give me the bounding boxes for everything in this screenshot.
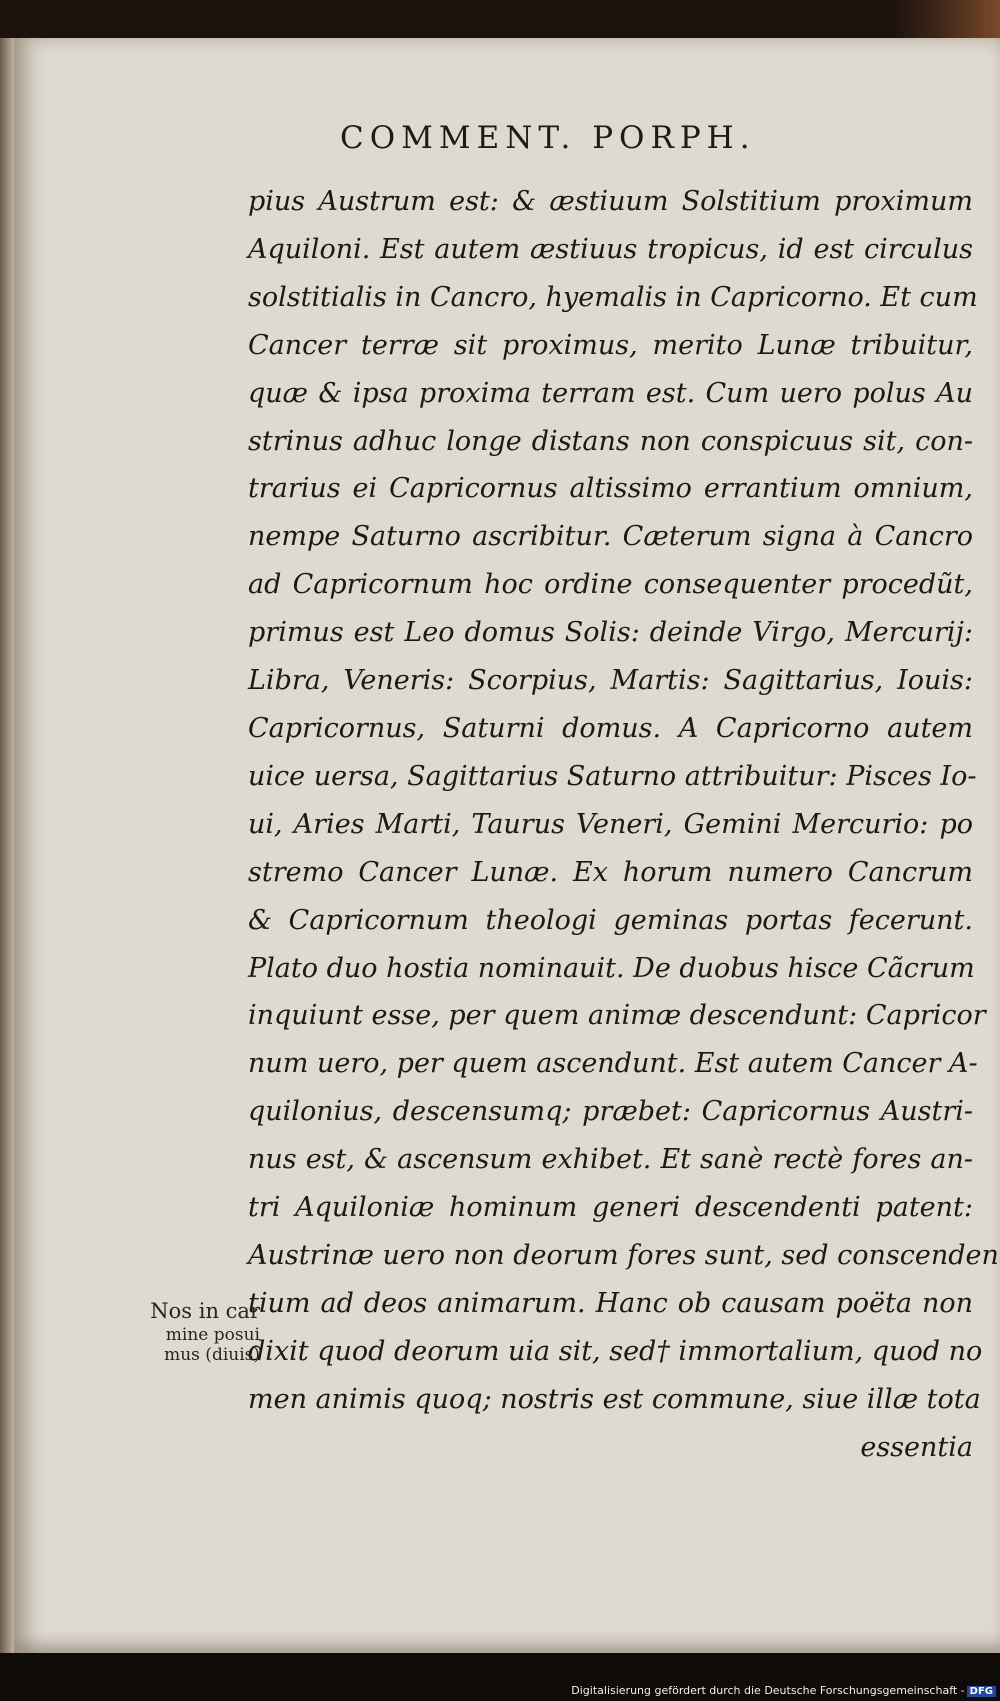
text-line: nus est, & ascensum exhibet. Et sanè rectè fores an- bbox=[248, 1144, 973, 1176]
text-line: quæ & ipsa proxima terram est. Cum uero polus Au bbox=[248, 377, 973, 409]
margin-note-line: mine posui bbox=[165, 1325, 260, 1345]
text-line: strinus adhuc longe distans non conspicuus sit, con- bbox=[248, 425, 973, 457]
running-head: COMMENT. PORPH. bbox=[340, 120, 756, 156]
text-line: trarius ei Capricornus altissimo errantium omnium, bbox=[248, 473, 973, 505]
text-line: tri Aquiloniæ hominum generi descendenti patent: bbox=[248, 1192, 973, 1224]
text-line: Capricornus, Saturni domus. A Capricorno autem bbox=[248, 712, 973, 744]
text-line: ui, Aries Marti, Taurus Veneri, Gemini Mercurio: po bbox=[248, 808, 973, 840]
text-line: quilonius, descensumq; præbet: Capricornus Austri- bbox=[248, 1096, 973, 1128]
text-line: Cancer terræ sit proximus, merito Lunæ tribuitur, bbox=[248, 329, 973, 361]
text-line: pius Austrum est: & æstiuum Solstitium proximum bbox=[248, 186, 973, 217]
text-line: Austrinæ uero non deorum fores sunt, sed conscenden bbox=[248, 1239, 999, 1271]
text-line: & Capricornum theologi geminas portas fecerunt. bbox=[248, 904, 973, 936]
text-line: dixit quod deorum uia sit, sed† immortalium, quod no bbox=[248, 1335, 983, 1367]
text-line: nempe Saturno ascribitur. Cæterum signa à Cancro bbox=[248, 521, 973, 553]
text-line: stremo Cancer Lunæ. Ex horum numero Cancrum bbox=[248, 856, 973, 888]
text-line: ad Capricornum hoc ordine consequenter procedũt, bbox=[248, 569, 973, 601]
digitization-credit bbox=[571, 1684, 996, 1697]
text-line: solstitialis in Cancro, hyemalis in Capricorno. Et cum bbox=[248, 281, 978, 313]
margin-note-line: Nos in car bbox=[150, 1299, 260, 1323]
scan-bottom-border bbox=[0, 1653, 1000, 1701]
text-line: uice uersa, Sagittarius Saturno attribuitur: Pisces Io- bbox=[248, 760, 977, 792]
text-line: Aquiloni. Est autem æstiuus tropicus, id est circulus bbox=[248, 233, 973, 265]
text-line: Libra, Veneris: Scorpius, Martis: Sagittarius, Iouis: bbox=[248, 665, 973, 697]
credit-text: Digitalisierung gefördert durch die Deutsche Forschungsgemeinschaft - bbox=[571, 1684, 965, 1697]
body-text bbox=[248, 178, 999, 1471]
catchword: essentia bbox=[860, 1431, 973, 1463]
margin-note bbox=[115, 1297, 260, 1365]
text-line: primus est Leo domus Solis: deinde Virgo, Mercurij: bbox=[248, 617, 973, 649]
dfg-logo: DFG bbox=[967, 1686, 996, 1697]
text-line: inquiunt esse, per quem animæ descendunt: Capricor bbox=[248, 1000, 986, 1032]
text-line: Plato duo hostia nominauit. De duobus hisce Cãcrum bbox=[248, 952, 975, 984]
margin-note-line: mus (diuis) bbox=[164, 1345, 260, 1365]
text-line: tium ad deos animarum. Hanc ob causam poëta non bbox=[248, 1287, 973, 1319]
text-line: num uero, per quem ascendunt. Est autem Cancer A- bbox=[248, 1048, 978, 1080]
text-line: men animis quoq; nostris est commune, siue illæ tota bbox=[248, 1383, 981, 1415]
